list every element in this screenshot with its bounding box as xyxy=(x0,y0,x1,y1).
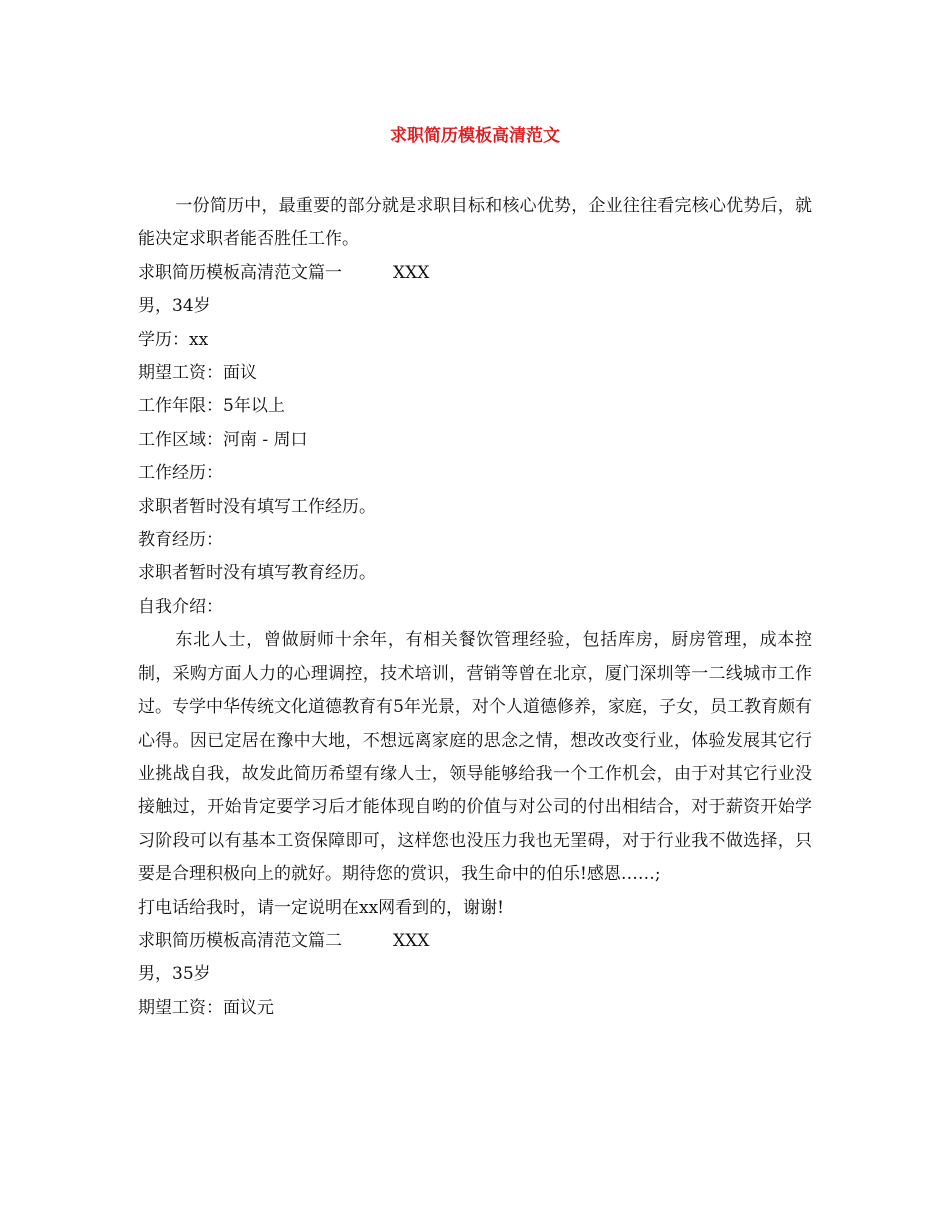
sample1-contact: 打电话给我时，请一定说明在xx网看到的，谢谢! xyxy=(138,897,505,918)
sample2-gender-age: 男，35岁 xyxy=(138,964,211,985)
sample2-heading: 求职简历模板高清范文篇二 XXX xyxy=(138,930,430,951)
sample1-work-label: 工作经历： xyxy=(138,463,223,484)
sample1-gender-age: 男，34岁 xyxy=(138,296,211,317)
document-title: 求职简历模板高清范文 xyxy=(390,126,560,146)
document-body xyxy=(138,190,812,1025)
sample1-region: 工作区域：河南 - 周口 xyxy=(138,429,308,450)
sample1-heading: 求职简历模板高清范文篇一 XXX xyxy=(138,262,430,283)
sample1-education: 学历：xx xyxy=(138,329,209,350)
sample1-edu-text: 求职者暂时没有填写教育经历。 xyxy=(138,563,376,584)
sample1-self-text: 东北人士，曾做厨师十余年，有相关餐饮管理经验，包括库房，厨房管理，成本控制，采购方面人力的心理调控，技术培训，营销等曾在北京，厦门深圳等一二线城市工作过。专学中华传统文化道德教育有5年光景，对个人道德修养，家庭，子女，员工教育颇有心得。因已定居在豫中大地，不想远离家庭的思念之情，想改改变行业，体验发展其它行业挑战自我，故发此简历希望有缘人士，领导能够给我一个工作机会，由于对其它行业没接触过，开始肯定要学习后才能体现自哟的价值与对公司的付出相结合，对于薪资开始学习阶段可以有基本工资保障即可，这样您也没压力我也无罣碍，对于行业我不做选择，只要是合理积极向上的就好。期待您的赏识，我生命中的伯乐!感恩……; xyxy=(138,630,812,885)
sample1-salary: 期望工资：面议 xyxy=(138,363,257,384)
sample1-self-label: 自我介绍： xyxy=(138,596,223,617)
sample1-years: 工作年限：5年以上 xyxy=(138,396,285,417)
sample1-work-text: 求职者暂时没有填写工作经历。 xyxy=(138,496,376,517)
intro-paragraph: 一份简历中，最重要的部分就是求职目标和核心优势，企业往往看完核心优势后，就能决定求职者能否胜任工作。 xyxy=(138,196,812,250)
sample2-salary: 期望工资：面议元 xyxy=(138,997,274,1018)
sample1-edu-label: 教育经历： xyxy=(138,530,223,551)
